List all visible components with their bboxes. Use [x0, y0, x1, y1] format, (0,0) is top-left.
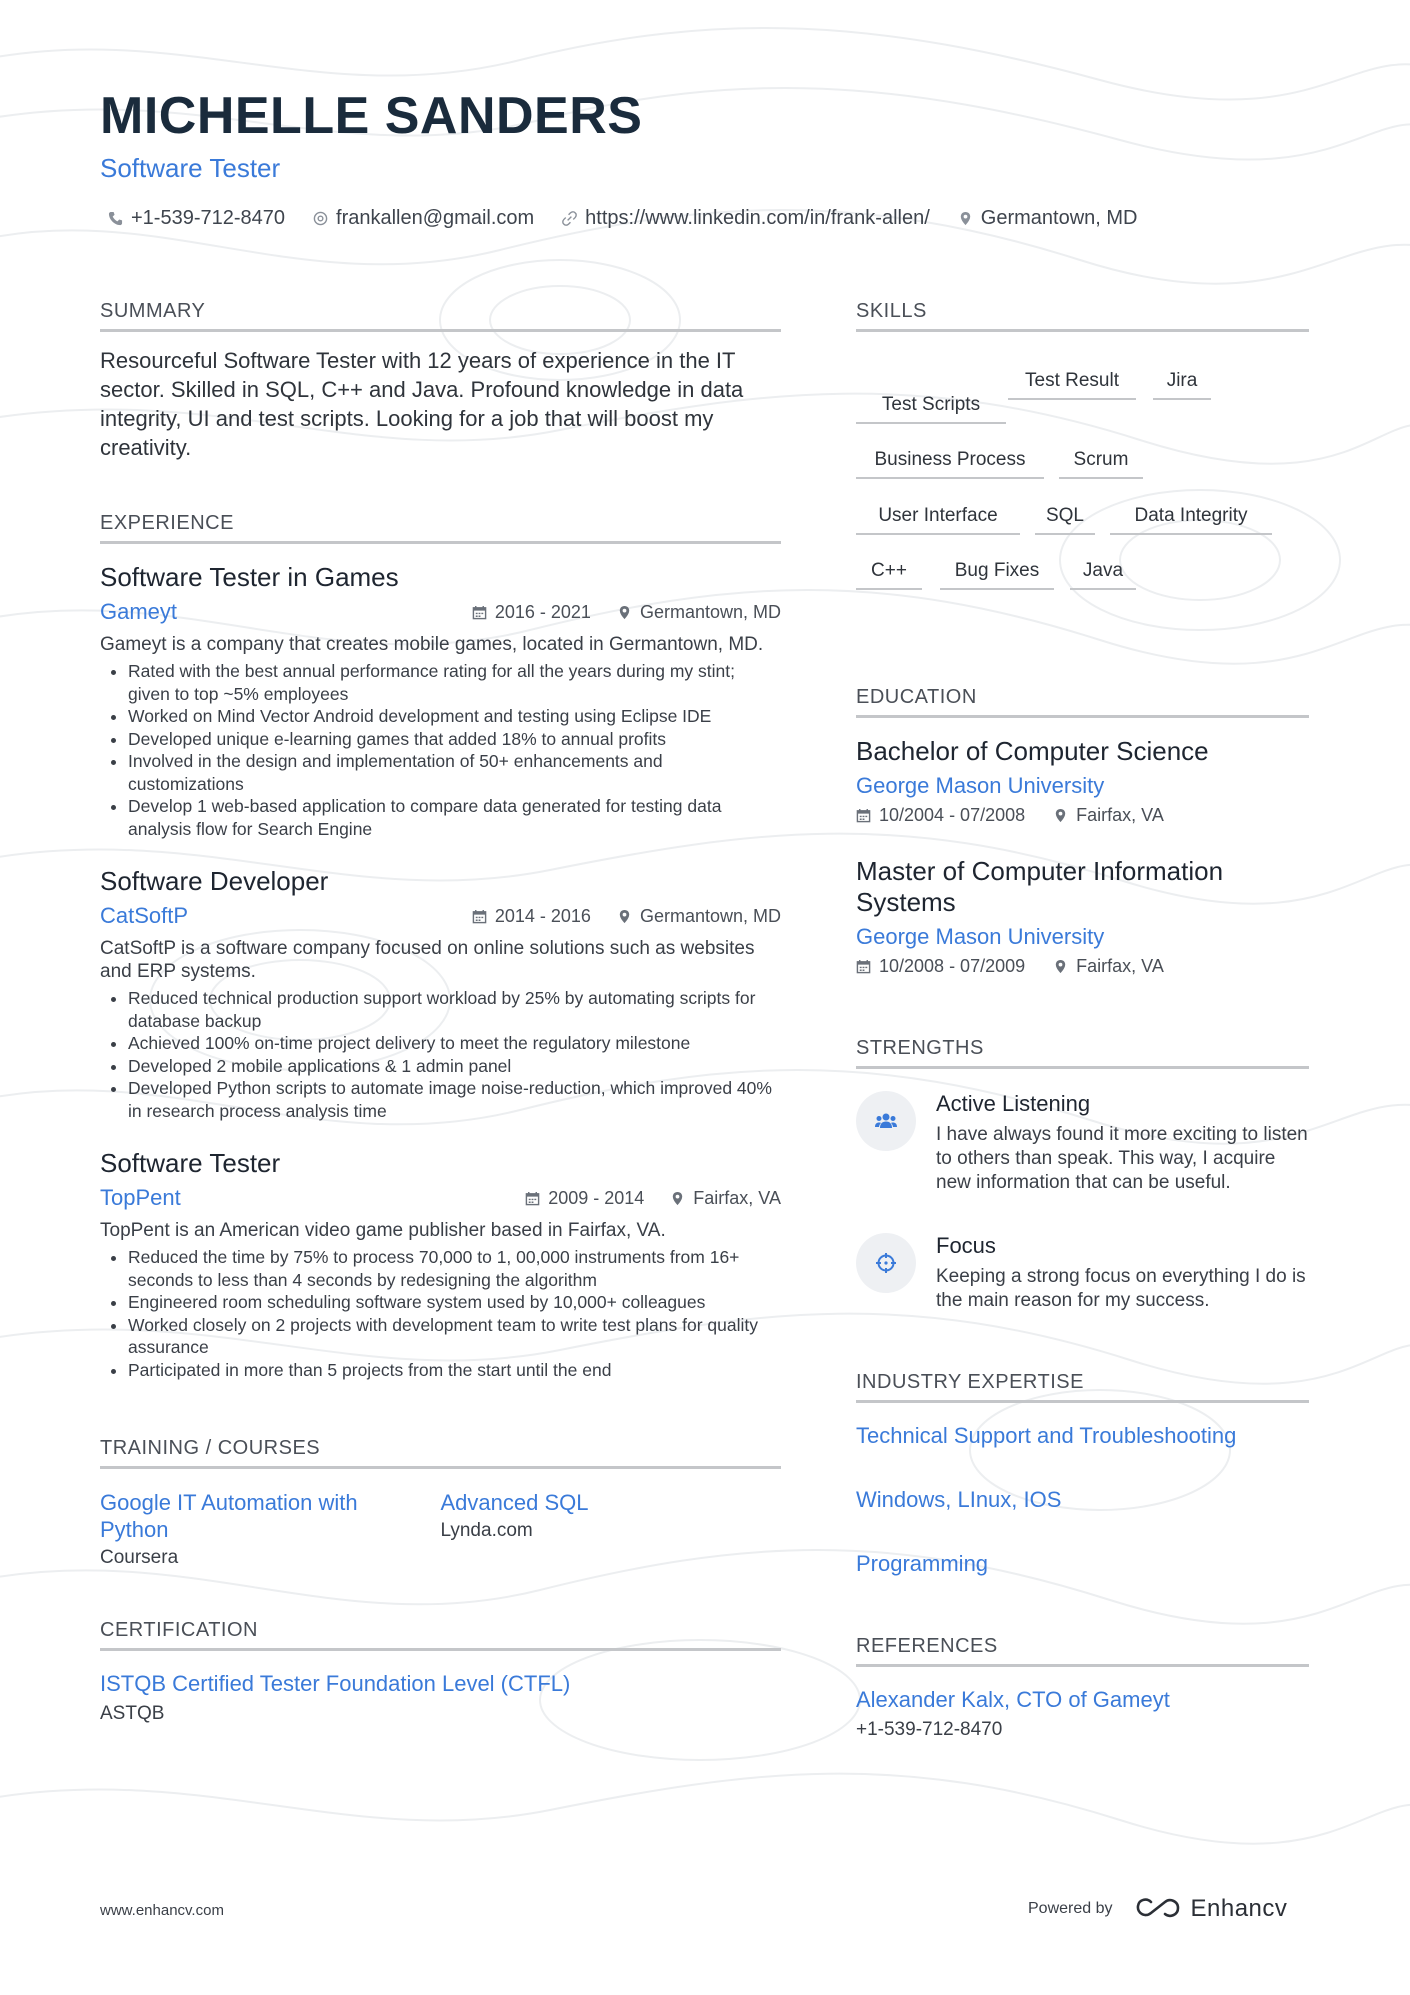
job-description: Gameyt is a company that creates mobile games, located in Germantown, MD.	[100, 634, 764, 655]
contact-bar	[108, 207, 1137, 230]
footer-brand	[1028, 1895, 1287, 1923]
location-text: Germantown, MD	[980, 207, 1138, 229]
link-icon	[562, 211, 577, 226]
location-pin-icon	[617, 909, 632, 924]
education-dates-text: 10/2004 - 07/2008	[879, 805, 1026, 825]
strength-icon-badge	[856, 1233, 916, 1293]
education-dates-text: 10/2008 - 07/2009	[879, 956, 1026, 976]
candidate-title: Software Tester	[100, 153, 281, 183]
education-location-text: Fairfax, VA	[1076, 805, 1164, 825]
job-location	[617, 906, 781, 927]
strength-title: Focus	[936, 1233, 996, 1258]
job-header-row	[100, 599, 781, 625]
education-location	[1053, 805, 1164, 826]
location-pin-icon	[670, 1191, 685, 1206]
job-dates-text: 2009 - 2014	[548, 1187, 645, 1208]
candidate-name: MICHELLE SANDERS	[100, 87, 643, 145]
course-name[interactable]: Google IT Automation with Python	[100, 1490, 358, 1542]
job-location-text: Fairfax, VA	[693, 1187, 781, 1208]
calendar-icon	[472, 909, 487, 924]
summary-text: Resourceful Software Tester with 12 years of experience in the IT sector. Skilled in SQL, C++ and Java. Profound knowledge in data integrity, UI and test scripts. Looking for a job that will boost my creativity.	[100, 348, 744, 460]
job-bullet: • Participated in more than 5 projects from the start until the end	[128, 1359, 781, 1382]
skills-heading: SKILLS	[856, 300, 1309, 332]
brand-name: Enhancv	[1190, 1895, 1288, 1922]
job-dates	[472, 906, 591, 927]
job-bullets	[100, 660, 781, 840]
job-bullet: • Involved in the design and implementation of 50+ enhancements and customizations	[128, 750, 781, 795]
education-degree: Master of Computer Information Systems	[856, 856, 1224, 917]
calendar-icon	[472, 605, 487, 620]
industry-item: Technical Support and Troubleshooting	[856, 1423, 1237, 1448]
job-header-row	[100, 1185, 781, 1211]
job-dates	[472, 602, 591, 623]
certification-section	[100, 1619, 781, 1725]
summary-section	[100, 300, 781, 462]
job-bullet: • Reduced technical production support workload by 25% by automating scripts for database backup	[128, 987, 781, 1032]
skills-section	[856, 300, 1309, 622]
phone-text: +1-539-712-8470	[131, 207, 286, 229]
job-bullet: • Achieved 100% on-time project delivery to meet the regulatory milestone	[128, 1032, 781, 1055]
reference-name[interactable]: Alexander Kalx, CTO of Gameyt	[856, 1687, 1170, 1712]
strength-icon-badge	[856, 1091, 916, 1151]
job-header-row	[100, 903, 781, 929]
references-section	[856, 1635, 1309, 1741]
training-heading: TRAINING / COURSES	[100, 1437, 781, 1469]
job-bullet: • Developed unique e-learning games that added 18% to annual profits	[128, 728, 781, 751]
certification-org: ASTQB	[100, 1703, 165, 1724]
summary-heading: SUMMARY	[100, 300, 781, 332]
footer-site[interactable]: www.enhancv.com	[100, 1902, 224, 1919]
job-location	[670, 1188, 781, 1209]
education-section	[856, 686, 1309, 977]
job-location	[617, 602, 781, 623]
strength-item	[856, 1233, 1309, 1313]
education-school[interactable]: George Mason University	[856, 773, 1105, 798]
job-dates-text: 2014 - 2016	[494, 905, 591, 926]
references-heading: REFERENCES	[856, 1635, 1309, 1667]
industry-item: Windows, LInux, IOS	[856, 1487, 1062, 1512]
contact-location	[958, 207, 1138, 230]
job-bullet: • Develop 1 web-based application to compare data generated for testing data analysis flow for Search Engine	[128, 795, 781, 840]
education-degree: Bachelor of Computer Science	[856, 736, 1209, 766]
skill-tag: Test Scripts	[856, 394, 1006, 424]
phone-icon	[108, 211, 123, 226]
job-bullet: • Developed 2 mobile applications & 1 admin panel	[128, 1055, 781, 1078]
skill-tag: Jira	[1153, 370, 1211, 400]
enhancv-logo[interactable]	[1135, 1895, 1288, 1923]
job-role: Software Tester	[100, 1148, 281, 1178]
at-icon	[313, 211, 328, 226]
experience-section	[100, 512, 781, 1381]
training-section	[100, 1437, 781, 1569]
left-column	[100, 300, 781, 1725]
education-location	[1053, 956, 1164, 977]
strengths-section	[856, 1037, 1309, 1313]
contact-email[interactable]	[313, 207, 534, 230]
job-meta	[472, 602, 781, 623]
skill-tag: Scrum	[1059, 449, 1143, 479]
education-heading: EDUCATION	[856, 686, 1309, 718]
job-bullets	[100, 1246, 781, 1381]
location-pin-icon	[1053, 808, 1068, 823]
skill-tag: Bug Fixes	[940, 560, 1054, 590]
experience-heading: EXPERIENCE	[100, 512, 781, 544]
skill-tags	[856, 332, 1309, 622]
job-location-text: Germantown, MD	[639, 905, 781, 926]
skill-tag: User Interface	[856, 505, 1020, 535]
strengths-heading: STRENGTHS	[856, 1037, 1309, 1069]
certification-heading: CERTIFICATION	[100, 1619, 781, 1651]
calendar-icon	[856, 808, 871, 823]
course-provider: Lynda.com	[440, 1520, 533, 1541]
course-item	[441, 1489, 782, 1569]
job-company[interactable]: TopPent	[100, 1185, 181, 1210]
industry-section	[856, 1371, 1309, 1577]
email-text: frankallen@gmail.com	[336, 207, 535, 229]
calendar-icon	[525, 1191, 540, 1206]
strength-body	[936, 1091, 1309, 1195]
job-meta	[472, 906, 781, 927]
strength-description: I have always found it more exciting to listen to others than speak. This way, I acquire new information that can be useful.	[936, 1124, 1308, 1193]
education-dates	[856, 956, 1025, 977]
job-bullet: • Developed Python scripts to automate image noise-reduction, which improved 40% in research process analysis time	[128, 1077, 781, 1122]
job-role: Software Tester in Games	[100, 562, 399, 592]
location-pin-icon	[1053, 959, 1068, 974]
linkedin-text: https://www.linkedin.com/in/frank-allen/	[585, 207, 930, 229]
strength-body	[936, 1233, 1309, 1313]
powered-by-label: Powered by	[1028, 1900, 1113, 1917]
skill-tag: Java	[1070, 560, 1136, 590]
education-item	[856, 856, 1309, 977]
education-dates	[856, 805, 1025, 826]
right-column	[856, 300, 1309, 1741]
job-bullet: • Worked on Mind Vector Android development and testing using Eclipse IDE	[128, 705, 781, 728]
job-entry	[100, 1148, 781, 1381]
job-dates	[525, 1188, 644, 1209]
job-bullet: • Rated with the best annual performance rating for all the years during my stint; given to top ~5% employees	[128, 660, 781, 705]
industry-heading: INDUSTRY EXPERTISE	[856, 1371, 1309, 1403]
skill-tag: SQL	[1035, 505, 1095, 535]
strength-title: Active Listening	[936, 1091, 1091, 1116]
job-entry	[100, 866, 781, 1122]
job-company[interactable]: CatSoftP	[100, 903, 189, 928]
contact-linkedin[interactable]	[562, 207, 930, 230]
industry-item: Programming	[856, 1551, 989, 1576]
location-pin-icon	[617, 605, 632, 620]
job-entry	[100, 562, 781, 840]
certification-name[interactable]: ISTQB Certified Tester Foundation Level (CTFL)	[100, 1671, 571, 1696]
users-icon	[874, 1109, 898, 1133]
course-name[interactable]: Advanced SQL	[440, 1490, 589, 1515]
skill-tag: Data Integrity	[1110, 505, 1272, 535]
job-description: CatSoftP is a software company focused on online solutions such as websites and ERP systems.	[100, 938, 755, 982]
education-item	[856, 736, 1309, 826]
skill-tag: Business Process	[856, 449, 1044, 479]
skill-tag: C++	[856, 560, 922, 590]
course-provider: Coursera	[100, 1547, 179, 1568]
job-dates-text: 2016 - 2021	[494, 601, 591, 622]
job-bullets	[100, 987, 781, 1122]
strength-item	[856, 1091, 1309, 1195]
strength-description: Keeping a strong focus on everything I do is the main reason for my success.	[936, 1266, 1306, 1311]
job-bullet: • Engineered room scheduling software system used by 10,000+ colleagues	[128, 1291, 781, 1314]
job-role: Software Developer	[100, 866, 329, 896]
course-item	[100, 1489, 441, 1569]
education-school[interactable]: George Mason University	[856, 924, 1105, 949]
education-location-text: Fairfax, VA	[1076, 956, 1164, 976]
location-pin-icon	[958, 211, 973, 226]
job-bullet: • Worked closely on 2 projects with development team to write test plans for quality assurance	[128, 1314, 781, 1359]
education-meta	[856, 956, 1309, 977]
job-location-text: Germantown, MD	[639, 601, 781, 622]
job-bullet: • Reduced the time by 75% to process 70,000 to 1, 00,000 instruments from 16+ seconds to less than 4 seconds by redesigning the algorithm	[128, 1246, 781, 1291]
enhancv-logo-icon	[1135, 1897, 1181, 1921]
job-description: TopPent is an American video game publisher based in Fairfax, VA.	[100, 1220, 666, 1241]
job-meta	[525, 1188, 781, 1209]
calendar-icon	[856, 959, 871, 974]
education-meta	[856, 805, 1309, 826]
target-icon	[874, 1251, 898, 1275]
course-list	[100, 1489, 781, 1569]
skill-tag: Test Result	[1008, 370, 1136, 400]
contact-phone[interactable]	[108, 207, 285, 230]
job-company[interactable]: Gameyt	[100, 599, 178, 624]
reference-phone: +1-539-712-8470	[856, 1719, 1003, 1740]
